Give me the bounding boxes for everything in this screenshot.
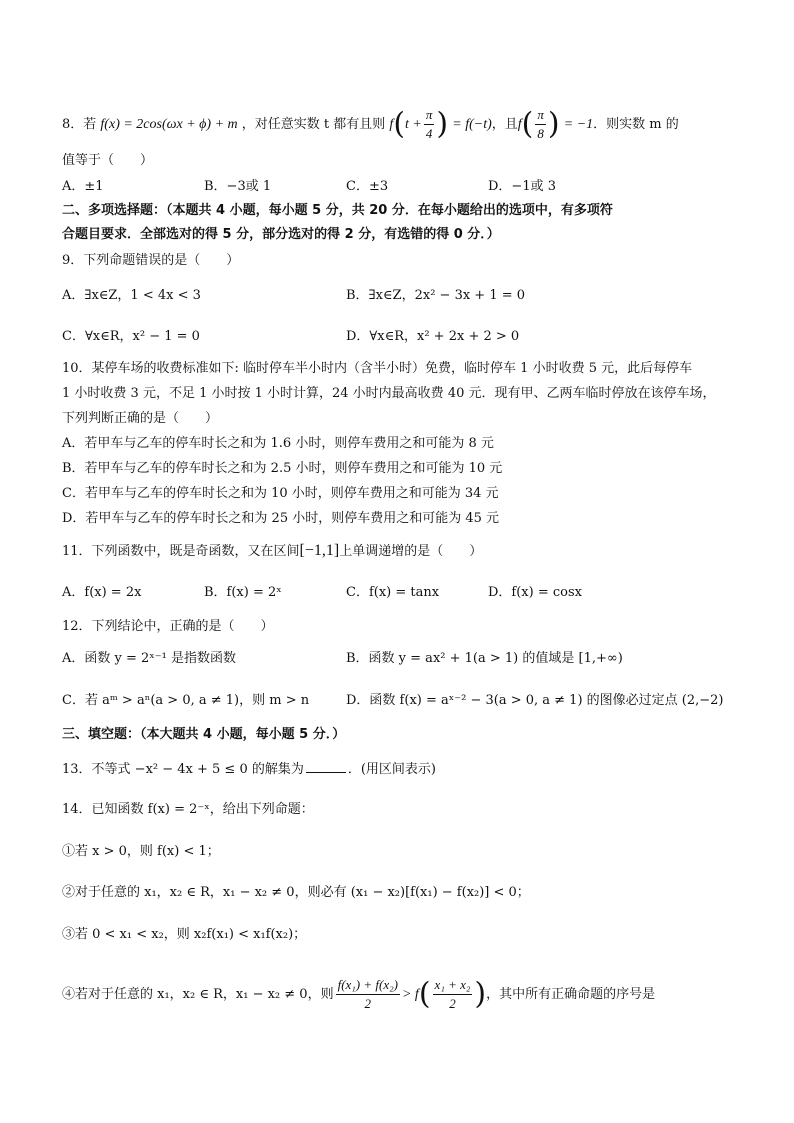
q9-option-c: C．∀x∈R，x² − 1 = 0 — [62, 329, 200, 344]
q12-option-d: D．函数 f(x) = aˣ⁻² − 3(a > 0, a ≠ 1) 的图像必过定点 (2,−2) — [346, 693, 724, 708]
q8-frac-den: 4 — [425, 126, 433, 141]
q11-option-c: C．f(x) = tanx — [346, 585, 440, 600]
q8-tail: ．则实数 m 的 — [593, 117, 679, 132]
q8-option-a: A．±1 — [62, 179, 104, 194]
q8-fraction-pi-8 — [535, 106, 546, 143]
q8-line1 — [62, 106, 679, 143]
q14-frac1-den: 2 — [364, 996, 372, 1011]
q13-answer-blank[interactable] — [306, 772, 346, 773]
q8-cond1-lhs: f — [389, 117, 394, 132]
q10-option-b: B．若甲车与乙车的停车时长之和为 2.5 小时，则停车费用之和可能为 10 元 — [62, 461, 503, 476]
q14-frac2-num: x₁ + x₂ — [434, 977, 471, 992]
q8-lead: 8．若 — [62, 117, 97, 132]
q8-cond2-rhs: = −1 — [563, 117, 594, 132]
q14-paren-close: ) — [474, 976, 487, 1012]
q9-option-a: A．∃x∈Z，1 < 4x < 3 — [62, 288, 201, 303]
section2-heading-line1: 二、多项选择题：（本题共 4 小题，每小题 5 分，共 20 分．在每小题给出的选项中，有多项符 — [62, 203, 613, 218]
q10-line3: 下列判断正确的是（ ） — [62, 411, 219, 426]
q8-frac-num: π — [425, 107, 433, 122]
q8-paren2-close: ) — [547, 106, 560, 142]
q14-item3: ③若 0 < x₁ < x₂，则 x₂f(x₁) < x₁f(x₂)； — [62, 927, 307, 942]
q8-frac2-num: π — [537, 107, 544, 122]
q13-stem — [62, 761, 436, 779]
q9-stem: 9．下列命题错误的是（ ） — [62, 253, 240, 268]
section3-heading: 三、填空题：（本大题共 4 小题，每小题 5 分．） — [62, 727, 346, 742]
q12-option-b: B．函数 y = ax² + 1(a > 1) 的值域是 [1,+∞) — [346, 651, 623, 666]
section2-heading-line2: 合题目要求．全部选对的得 5 分，部分选对的得 2 分，有选错的得 0 分．） — [62, 227, 500, 242]
q8-condition1: ，对任意实数 t 都有且则 — [241, 117, 386, 132]
q13-stem-b: ．(用区间表示) — [347, 762, 437, 777]
q8-line2: 值等于（ ） — [62, 153, 154, 168]
q14-item4-fraction2 — [433, 976, 473, 1013]
q10-option-a: A．若甲车与乙车的停车时长之和为 1.6 小时，则停车费用之和可能为 8 元 — [62, 436, 494, 451]
q14-item2: ②对于任意的 x₁，x₂ ∈ R，x₁ − x₂ ≠ 0，则必有 (x₁ − x₂)[f(x₁) − f(x₂)] < 0； — [62, 885, 530, 900]
q8-option-c: C．±3 — [346, 179, 389, 194]
q8-paren-close: ) — [436, 106, 449, 142]
q8-option-d: D．−1或 3 — [488, 179, 556, 194]
q14-item4-mid: > f — [401, 987, 419, 1002]
q12-option-c: C．若 aᵐ > aⁿ(a > 0, a ≠ 1)，则 m > n — [62, 693, 310, 708]
q8-t: t + — [405, 117, 422, 132]
q11-stem — [62, 542, 482, 561]
q10-line1: 10．某停车场的收费标准如下: 临时停车半小时内（含半小时）免费，临时停车 1 小时收费 5 元，此后每停车 — [62, 361, 693, 376]
q8-cond1-rhs: = f(−t) — [452, 117, 492, 132]
q9-option-d: D．∀x∈R，x² + 2x + 2 > 0 — [346, 329, 520, 344]
q8-frac2-den: 8 — [537, 126, 544, 141]
q14-item4-fraction1 — [336, 976, 400, 1013]
q8-paren-open: ( — [393, 106, 406, 142]
q13-stem-a: 13．不等式 −x² − 4x + 5 ≤ 0 的解集为 — [62, 762, 304, 777]
q8-condition2: ，且 — [491, 117, 518, 132]
q14-item1: ①若 x > 0，则 f(x) < 1； — [62, 844, 220, 859]
q14-item4-tail: ，其中所有正确命题的序号是 — [486, 987, 656, 1002]
q8-f2: f — [517, 117, 522, 132]
q12-stem: 12．下列结论中，正确的是（ ） — [62, 619, 274, 634]
q11-stem-b: 上单调递增的是（ ） — [339, 544, 483, 559]
q10-option-c: C．若甲车与乙车的停车时长之和为 10 小时，则停车费用之和可能为 34 元 — [62, 486, 499, 501]
q8-fraction-pi-4 — [424, 106, 435, 143]
q9-option-b: B．∃x∈Z，2x² − 3x + 1 = 0 — [346, 288, 526, 303]
q14-stem: 14．已知函数 f(x) = 2⁻ˣ，给出下列命题： — [62, 802, 314, 817]
q11-stem-a: 11．下列函数中，既是奇函数，又在区间 — [62, 544, 300, 559]
q10-line2: 1 小时收费 3 元，不足 1 小时按 1 小时计算，24 小时内最高收费 40 元．现有甲、乙两车临时停放在该停车场， — [62, 386, 716, 401]
q10-option-d: D．若甲车与乙车的停车时长之和为 25 小时，则停车费用之和可能为 45 元 — [62, 511, 500, 526]
q11-option-b: B．f(x) = 2ˣ — [204, 585, 282, 600]
q11-option-d: D．f(x) = cosx — [488, 585, 582, 600]
q11-interval: [−1,1] — [299, 542, 340, 559]
q14-frac1-num: f(x₁) + f(x₂) — [337, 977, 398, 992]
q8-paren2-open: ( — [521, 106, 534, 142]
q14-item4-a: ④若对于任意的 x₁，x₂ ∈ R，x₁ − x₂ ≠ 0，则 — [62, 987, 334, 1002]
q12-option-a: A．函数 y = 2ˣ⁻¹ 是指数函数 — [62, 651, 237, 666]
q8-option-b: B．−3或 1 — [204, 179, 272, 194]
q8-function: f(x) = 2cos(ωx + ϕ) + m — [100, 117, 238, 132]
q14-item4 — [62, 976, 655, 1013]
q11-option-a: A．f(x) = 2x — [62, 585, 142, 600]
q14-paren-open: ( — [418, 976, 431, 1012]
q14-frac2-den: 2 — [449, 996, 456, 1011]
